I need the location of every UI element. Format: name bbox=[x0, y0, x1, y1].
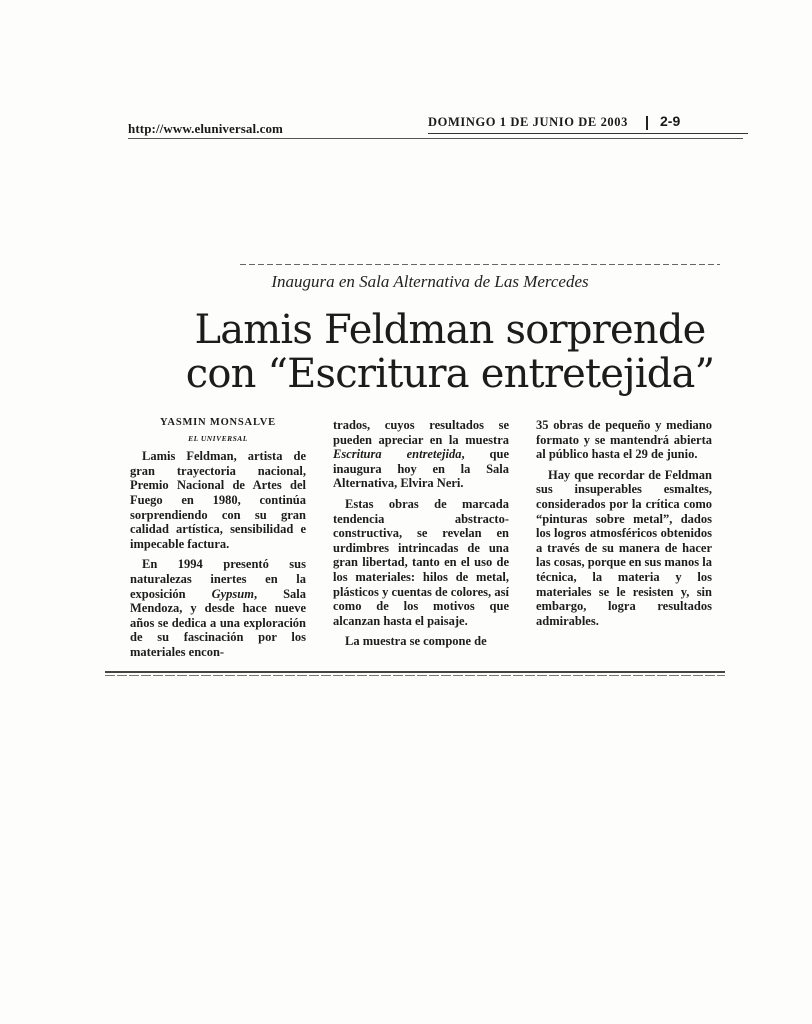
exhibition-title: Escritura entretejida bbox=[333, 447, 462, 462]
article-bottom-rule bbox=[105, 671, 725, 673]
article-column-3 bbox=[536, 418, 712, 628]
article-column-2 bbox=[333, 418, 509, 649]
text-run: , Sala Mendoza, y desde hace nueve años se dedica a una exploración de su fascinación por los materiales encon- bbox=[130, 586, 306, 659]
byline: YASMIN MONSALVE bbox=[160, 417, 276, 428]
header-url: http://www.eluniversal.com bbox=[128, 121, 283, 136]
paragraph: Estas obras de marcada tendencia abstracto-constructiva, se revelan en urdimbres intrincadas de una gran libertad, tanto en el uso de los materiales: hilos de metal, plásticos y cuentas de colores, así como de los motivos que alcanzan hasta el paisaje. bbox=[333, 496, 509, 628]
text-run: trados, cuyos resultados se pueden apreciar en la muestra bbox=[333, 418, 509, 447]
article-top-rule bbox=[240, 264, 720, 265]
text-run: , que inaugura hoy en la Sala Alternativa, Elvira Neri. bbox=[333, 447, 509, 491]
paragraph: La muestra se compone de bbox=[345, 634, 487, 649]
article-bottom-rule-dashed bbox=[105, 675, 725, 676]
paragraph: Lamis Feldman, artista de gran trayectoria nacional, Premio Nacional de Artes del Fuego en 1980, continúa sorprendiendo con su gran calidad artística, sensibilidad e impecable factura. bbox=[130, 449, 306, 551]
paragraph bbox=[333, 418, 509, 491]
text-run: En 1994 presentó sus naturalezas inertes en la exposición bbox=[130, 557, 306, 601]
exhibition-title: Gypsum bbox=[211, 586, 254, 601]
header-rule bbox=[128, 138, 743, 139]
header-date-rule bbox=[428, 133, 748, 134]
byline-organization: EL UNIVERSAL bbox=[188, 433, 248, 443]
article-headline bbox=[110, 308, 790, 396]
header-page-number: 2-9 bbox=[660, 113, 681, 129]
paragraph bbox=[130, 557, 306, 659]
article-column-1 bbox=[130, 416, 306, 660]
header-date: DOMINGO 1 DE JUNIO DE 2003 bbox=[428, 115, 628, 129]
headline-line-2: con “Escritura entretejida” bbox=[185, 351, 715, 397]
headline-line-1: Lamis Feldman sorprende bbox=[194, 307, 706, 353]
article-kicker: Inaugura en Sala Alternativa de Las Mercedes bbox=[271, 272, 589, 291]
paragraph: Hay que recordar de Feldman sus insuperables esmaltes, considerados por la crítica como “pinturas sobre metal”, dados los logros atmosféricos obtenidos a través de su manera de hacer las cosas, porque en sus manos la técnica, la materia y los materiales se le resisten y, sin embargo, logra resultados admirables. bbox=[536, 467, 712, 628]
paragraph: 35 obras de pequeño y mediano formato y se mantendrá abierta al público hasta el 29 de junio. bbox=[536, 418, 712, 462]
header-separator bbox=[646, 116, 648, 130]
